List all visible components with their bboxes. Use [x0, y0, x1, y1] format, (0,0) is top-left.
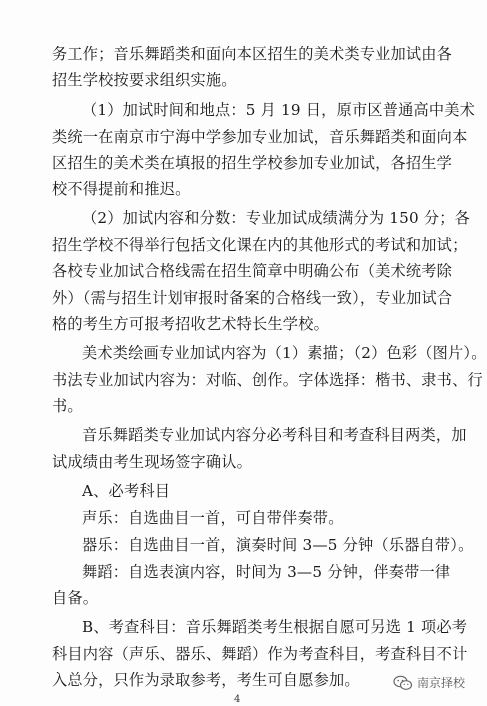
text-line-17: A、必考科目: [82, 482, 171, 500]
text-line-6: 校不得提前和推迟。: [52, 180, 191, 198]
text-line-23: 科目内容（声乐、器乐、舞蹈）作为考查科目，考查科目不计: [52, 645, 468, 663]
text-line-10: 外）（需与招生计划审报时备案的合格线一致），专业加试合: [52, 289, 453, 307]
text-line-15: 音乐舞蹈类专业加试内容分必考科目和考查科目两类，加: [82, 426, 467, 444]
watermark: [393, 674, 465, 691]
text-line-21: 自备。: [52, 589, 99, 607]
text-line-13: 书法专业加试内容为：对临、创作。字体选择：楷书、隶书、行: [52, 371, 483, 389]
text-line-9: 各校专业加试合格线需在招生简章中明确公布（美术统考除: [52, 262, 453, 280]
text-line-7: （2）加试内容和分数：专业加试成绩满分为 150 分；各: [82, 209, 471, 227]
text-line-22: B、考查科目：音乐舞蹈类考生根据自愿可另选 1 项必考: [82, 618, 468, 636]
text-line-14: 书。: [52, 397, 83, 415]
text-line-12: 美术类绘画专业加试内容为（1）素描；（2）色彩（图片）。: [82, 344, 487, 362]
text-line-18: 声乐：自选曲目一首，可自带伴奏带。: [82, 509, 344, 527]
watermark-text: 南京择校: [417, 676, 466, 690]
text-line-19: 器乐：自选曲目一首，演奏时间 3—5 分钟（乐器自带）。: [82, 536, 474, 554]
text-line-2: 招生学校按要求组织实施。: [52, 71, 237, 89]
text-line-16: 试成绩由考生现场签字确认。: [52, 453, 253, 471]
wechat-icon: [393, 675, 413, 691]
text-line-11: 格的考生方可报考招收艺术特长生学校。: [52, 315, 329, 333]
text-line-20: 舞蹈：自选表演内容，时间为 3—5 分钟，伴奏带一律: [82, 563, 451, 581]
text-line-4: 类统一在南京市宁海中学参加专业加试，音乐舞蹈类和面向本: [52, 128, 468, 146]
text-line-8: 招生学校不得举行包括文化课在内的其他形式的考试和加试；: [52, 236, 468, 254]
text-line-3: （1）加试时间和地点：5 月 19 日，原市区普通高中美术: [82, 101, 476, 119]
text-line-1: 务工作；音乐舞蹈类和面向本区招生的美术类专业加试由各: [52, 45, 453, 63]
text-line-24: 入总分，只作为录取参考，考生可自愿参加。: [52, 671, 360, 689]
page-number: 4: [234, 694, 241, 705]
text-line-5: 区招生的美术类在填报的招生学校参加专业加试，各招生学: [52, 154, 453, 172]
